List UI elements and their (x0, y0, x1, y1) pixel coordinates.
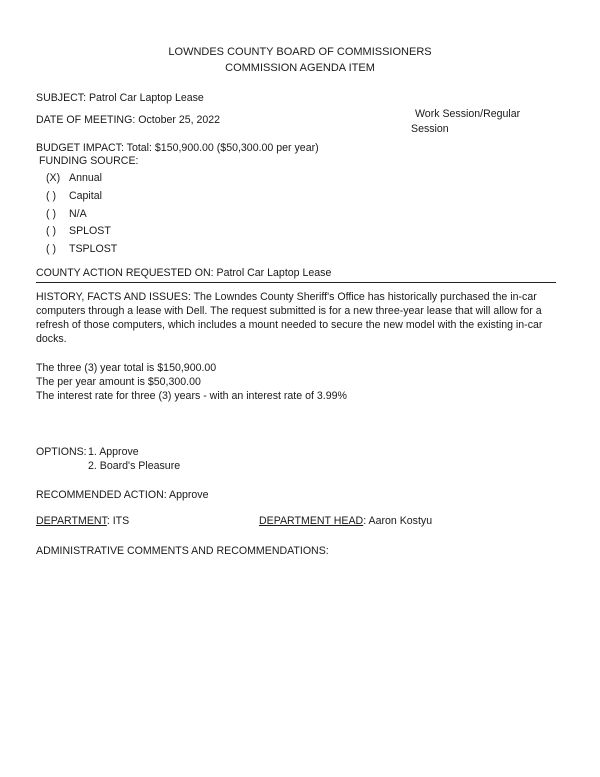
department-head-value: : Aaron Kostyu (363, 515, 433, 527)
funding-option-mark: ( ) (46, 208, 56, 220)
county-action: COUNTY ACTION REQUESTED ON: Patrol Car Laptop Lease (36, 267, 332, 279)
date-of-meeting: DATE OF MEETING: October 25, 2022 (36, 114, 221, 126)
fact-line: The per year amount is $50,300.00 (36, 376, 201, 388)
recommended-action: RECOMMENDED ACTION: Approve (36, 489, 209, 501)
budget-impact: BUDGET IMPACT: Total: $150,900.00 ($50,300.00 per year) (36, 142, 319, 154)
divider (36, 282, 556, 283)
session-type-line1: Work Session/Regular (415, 108, 521, 120)
history-facts-issues: HISTORY, FACTS AND ISSUES: The Lowndes County Sheriff's Office has historically purchased the in-car computers through a lease with Dell. The request submitted is for a new three-year lease that will allow for a refresh of those computers, which includes a mount needed to secure the new model with the existing in-car docks. (36, 291, 543, 345)
subject: SUBJECT: Patrol Car Laptop Lease (36, 92, 204, 104)
department-head-label: DEPARTMENT HEAD (259, 515, 364, 527)
fact-line: The three (3) year total is $150,900.00 (36, 362, 217, 374)
header-subtitle: COMMISSION AGENDA ITEM (225, 62, 375, 74)
session-type-line2: Session (411, 123, 449, 135)
funding-option-label: SPLOST (69, 225, 111, 237)
department-head (259, 514, 432, 528)
funding-option-mark: ( ) (46, 190, 56, 202)
funding-source-label: FUNDING SOURCE: (39, 155, 139, 167)
options-label: OPTIONS: (36, 446, 87, 458)
department-label: DEPARTMENT (36, 515, 107, 527)
funding-option-mark: ( ) (46, 225, 56, 237)
funding-option-label: Annual (69, 172, 102, 184)
funding-option-mark: (X) (46, 172, 61, 184)
option-item: 2. Board's Pleasure (88, 460, 181, 472)
option-item: 1. Approve (88, 446, 139, 458)
department-value: : ITS (106, 515, 130, 527)
header-title: LOWNDES COUNTY BOARD OF COMMISSIONERS (168, 46, 432, 58)
funding-option-mark: ( ) (46, 243, 56, 255)
fact-line: The interest rate for three (3) years - with an interest rate of 3.99% (36, 390, 347, 402)
funding-option-label: N/A (69, 208, 87, 220)
department (36, 514, 129, 528)
funding-option-label: TSPLOST (69, 243, 118, 255)
administrative-comments: ADMINISTRATIVE COMMENTS AND RECOMMENDATIONS: (36, 545, 329, 557)
funding-option-label: Capital (69, 190, 102, 202)
